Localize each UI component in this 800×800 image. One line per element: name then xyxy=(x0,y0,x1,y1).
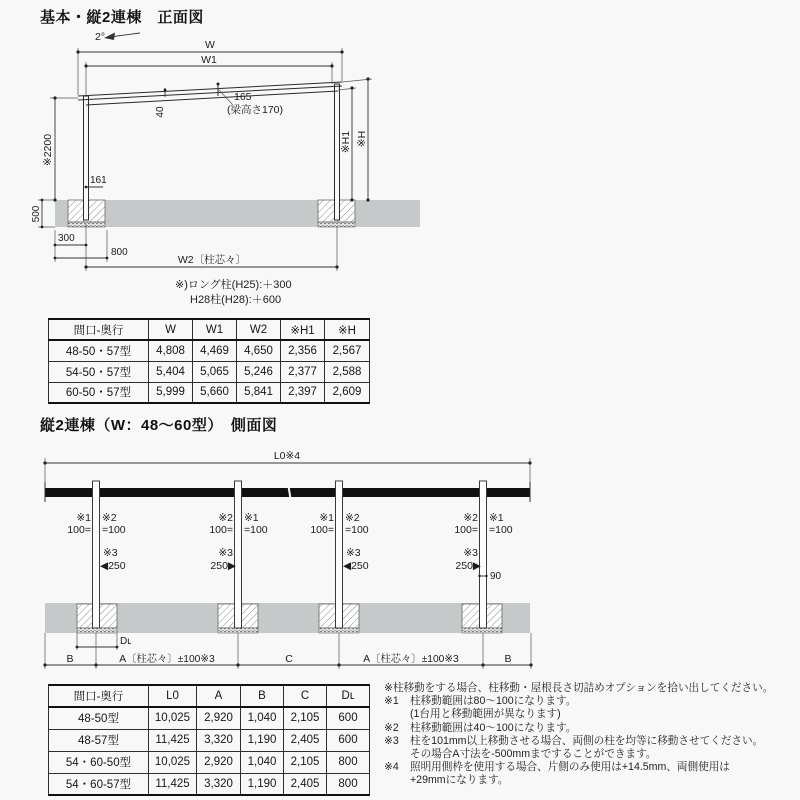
table2-cell: 11,425 xyxy=(149,729,197,751)
table2-cell: 48-57型 xyxy=(49,729,149,751)
footnotes xyxy=(384,682,798,788)
side-dim-dl xyxy=(76,633,132,650)
table1-cell: 2,567 xyxy=(325,340,370,361)
range4-val: 250▶ xyxy=(455,560,481,572)
front-ground xyxy=(55,200,420,227)
post1-right-star: ※2 xyxy=(102,512,117,524)
post4-left-val: 100= xyxy=(454,524,478,536)
side-post-annotations xyxy=(67,512,512,536)
footnote-text: その場合A寸法を-500mmまですることができます。 xyxy=(410,748,657,761)
front-post-left xyxy=(84,96,89,220)
side-ground xyxy=(45,603,530,633)
table1-header-cell: ※H xyxy=(325,319,370,340)
footnote-item xyxy=(384,735,798,761)
h2200-label: ※2200 xyxy=(42,133,54,167)
footnote-text: +29mmになります。 xyxy=(410,774,509,787)
table1-cell: 2,377 xyxy=(281,361,325,382)
w-label: W xyxy=(205,39,215,51)
front-spec-table xyxy=(48,318,370,404)
table2-cell: 1,190 xyxy=(241,729,284,751)
post2-right-star: ※1 xyxy=(244,512,259,524)
table2-header-cell: C xyxy=(284,685,327,707)
footnote-mark: ※1 xyxy=(384,695,399,708)
post3-left-star: ※1 xyxy=(319,512,334,524)
table1-cell: 5,841 xyxy=(237,382,281,403)
range3-val: ◀250 xyxy=(343,560,369,572)
post3-right-val: =100 xyxy=(345,524,369,536)
footnote-text: 柱移動範囲は40〜100になります。 xyxy=(410,721,577,734)
footnote-item xyxy=(384,695,798,721)
post3-right-star: ※2 xyxy=(345,512,360,524)
side-view-drawing xyxy=(0,440,560,680)
footnote-mark: ※2 xyxy=(384,721,399,734)
table1-cell: 2,356 xyxy=(281,340,325,361)
table1-cell: 5,246 xyxy=(237,361,281,382)
table2-header-cell: Dʟ xyxy=(327,685,370,707)
range1-star: ※3 xyxy=(103,547,118,559)
table1-header-cell: W1 xyxy=(193,319,237,340)
post4-right-star: ※1 xyxy=(489,512,504,524)
table1-cell: 5,065 xyxy=(193,361,237,382)
table2-header-cell: B xyxy=(241,685,284,707)
front-note-1: ※)ロング柱(H25):＋300 xyxy=(175,279,292,291)
beam-height-label: (梁高さ170) xyxy=(227,104,284,116)
footnote-item xyxy=(384,722,798,735)
table2-cell: 3,320 xyxy=(197,773,241,795)
table1-cell: 4,650 xyxy=(237,340,281,361)
table2-cell: 2,105 xyxy=(284,751,327,773)
side-dim-l0 xyxy=(43,450,531,483)
dim-b-right: B xyxy=(504,653,512,665)
dim-c: C xyxy=(285,653,293,665)
footnote-text: (1台用と移動範囲が異なります) xyxy=(410,708,561,721)
table2-cell: 800 xyxy=(327,751,370,773)
table2-cell: 48-50型 xyxy=(49,707,149,729)
side-spec-table xyxy=(48,684,370,796)
footnote-mark: ※3 xyxy=(384,734,399,747)
table2-cell: 2,920 xyxy=(197,707,241,729)
table2-cell: 600 xyxy=(327,707,370,729)
front-dim-w xyxy=(76,39,343,95)
table1-cell: 60-50・57型 xyxy=(49,382,149,403)
front-slope-annotation xyxy=(95,31,140,43)
side-view-title: 縦2連棟（W：48〜60型） 側面図 xyxy=(40,417,278,434)
front-note-2: H28柱(H28):＋600 xyxy=(190,294,282,306)
table-row xyxy=(49,361,370,382)
front-dim-2200 xyxy=(42,96,78,201)
dim-a-left: A〔柱芯々〕±100※3 xyxy=(119,654,215,665)
table2-cell: 1,040 xyxy=(241,751,284,773)
table2-cell: 2,105 xyxy=(284,707,327,729)
table-row xyxy=(49,707,370,729)
dl-label: Dʟ xyxy=(120,636,132,647)
table1-cell: 4,808 xyxy=(149,340,193,361)
range2-star: ※3 xyxy=(218,547,233,559)
post1-left-star: ※1 xyxy=(76,512,91,524)
w2-label: W2〔柱芯々〕 xyxy=(177,254,247,266)
table2-cell: 600 xyxy=(327,729,370,751)
d90-label: 90 xyxy=(490,571,502,582)
table2-cell: 2,405 xyxy=(284,773,327,795)
table2-cell: 1,040 xyxy=(241,707,284,729)
h-label: ※H xyxy=(356,130,368,148)
table2-cell: 10,025 xyxy=(149,707,197,729)
range4-star: ※3 xyxy=(463,547,478,559)
range1-val: ◀250 xyxy=(100,560,126,572)
table1-header-cell: W2 xyxy=(237,319,281,340)
h1-label: ※H1 xyxy=(340,130,352,154)
front-dim-500 xyxy=(31,199,55,229)
table-row xyxy=(49,382,370,403)
post4-right-val: =100 xyxy=(489,524,513,536)
l0-label: L0※4 xyxy=(273,450,301,462)
table2-header-cell: 間口-奥行 xyxy=(49,685,149,707)
table2-cell: 54・60-50型 xyxy=(49,751,149,773)
table1-cell: 4,469 xyxy=(193,340,237,361)
d500-label: 500 xyxy=(31,205,42,223)
table-header-row xyxy=(49,685,370,707)
table2-cell: 54・60-57型 xyxy=(49,773,149,795)
table2-header-cell: A xyxy=(197,685,241,707)
footnote-item xyxy=(384,761,798,787)
range3-star: ※3 xyxy=(346,547,361,559)
post2-right-val: =100 xyxy=(244,524,268,536)
table1-cell: 5,999 xyxy=(149,382,193,403)
table1-cell: 2,588 xyxy=(325,361,370,382)
table1-cell: 5,404 xyxy=(149,361,193,382)
d40-label: 40 xyxy=(155,106,166,118)
side-range-annotations xyxy=(100,547,482,572)
d300-label: 300 xyxy=(58,233,75,244)
post2-left-val: 100= xyxy=(209,524,233,536)
table-row xyxy=(49,773,370,795)
table2-cell: 800 xyxy=(327,773,370,795)
d161-label: 161 xyxy=(90,175,107,186)
post1-left-val: 100= xyxy=(67,524,91,536)
table1-header-cell: ※H1 xyxy=(281,319,325,340)
table1-cell: 2,397 xyxy=(281,382,325,403)
footnote-text: 柱移動範囲は80〜100になります。 xyxy=(410,695,577,708)
table2-cell: 1,190 xyxy=(241,773,284,795)
table1-cell: 5,660 xyxy=(193,382,237,403)
front-view-drawing xyxy=(0,0,430,315)
range2-val: 250▶ xyxy=(210,560,236,572)
footnote-text: 柱を101mm以上移動させる場合、両側の柱を均等に移動させてください。 xyxy=(410,734,764,747)
table2-cell: 2,405 xyxy=(284,729,327,751)
front-view-title: 基本・縦2連棟 正面図 xyxy=(40,9,204,26)
table1-cell: 54-50・57型 xyxy=(49,361,149,382)
footnote-intro: ※柱移動をする場合、柱移動・屋根長さ切詰めオプションを拾い出してください。 xyxy=(384,682,774,694)
table-row xyxy=(49,729,370,751)
table1-header-cell: 間口-奥行 xyxy=(49,319,149,340)
slope-angle-label: 2° xyxy=(95,31,106,43)
table2-cell: 2,920 xyxy=(197,751,241,773)
d165-label: 165 xyxy=(234,91,252,103)
front-dim-300 xyxy=(54,224,88,271)
post1-right-val: =100 xyxy=(102,524,126,536)
table-row xyxy=(49,751,370,773)
table-row xyxy=(49,340,370,361)
w1-label: W1 xyxy=(201,54,217,66)
table1-header-cell: W xyxy=(149,319,193,340)
table1-cell: 2,609 xyxy=(325,382,370,403)
table2-cell: 11,425 xyxy=(149,773,197,795)
post4-left-star: ※2 xyxy=(463,512,478,524)
table1-cell: 48-50・57型 xyxy=(49,340,149,361)
table2-header-cell: L0 xyxy=(149,685,197,707)
post3-left-val: 100= xyxy=(310,524,334,536)
table2-cell: 3,320 xyxy=(197,729,241,751)
table2-cell: 10,025 xyxy=(149,751,197,773)
front-post-right xyxy=(335,84,340,220)
d800-label: 800 xyxy=(111,247,128,258)
table-header-row xyxy=(49,319,370,340)
footnote-text: 照明用側枠を使用する場合、片側のみ使用は+14.5mm、両側使用は xyxy=(410,761,730,774)
front-roof xyxy=(78,82,342,105)
footnote-mark: ※4 xyxy=(384,761,399,774)
dim-a-right: A〔柱芯々〕±100※3 xyxy=(363,654,459,665)
dim-b-left: B xyxy=(66,653,74,665)
post2-left-star: ※2 xyxy=(218,512,233,524)
side-roof-band xyxy=(45,482,530,502)
front-dim-h1 xyxy=(338,86,356,201)
